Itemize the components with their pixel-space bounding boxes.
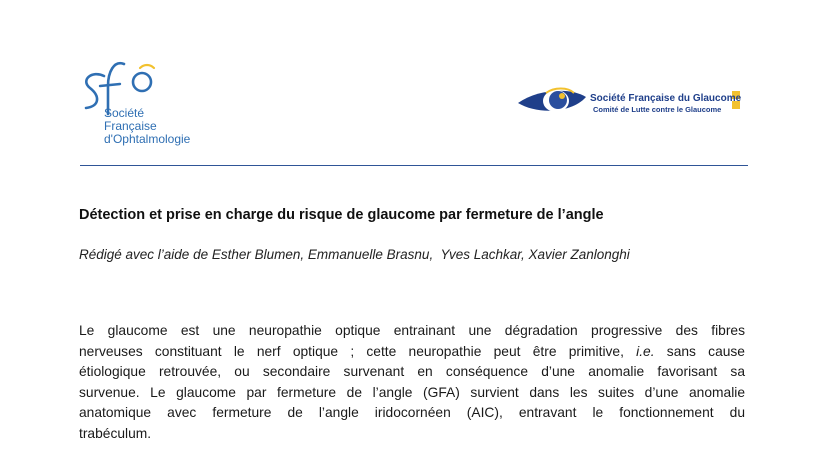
paragraph-text: anatomique avec fermeture de l’angle iridocornéen (AIC), entravant le fonctionnement du: [79, 405, 745, 421]
body-paragraph: [79, 321, 745, 445]
paragraph-text: Le glaucome est une neuropathie optique entrainant une dégradation progressive des fibres: [79, 323, 745, 338]
sfo-logo-line: d'Ophtalmologie: [104, 132, 191, 146]
sfo-logo-text: [104, 107, 190, 146]
paragraph-text: trabéculum.: [79, 425, 152, 441]
paragraph-text: nerveuses constituant le nerf optique ; cette neuropathie peut être primitive,: [79, 343, 637, 359]
header-divider: [80, 165, 748, 166]
paragraph-line: [79, 424, 745, 445]
paragraph-text: survenue. Le glaucome par fermeture de l’angle (GFA) survient dans les suites d’une anomalie: [79, 384, 745, 400]
paragraph-line: [79, 383, 745, 404]
document-authors: Rédigé avec l’aide de Esther Blumen, Emmanuelle Brasnu, Yves Lachkar, Xavier Zanlonghi: [79, 247, 630, 262]
paragraph-line: [79, 342, 745, 363]
paragraph-text: étiologique retrouvée, ou secondaire survenant en conséquence d’une anomalie favorisant sa: [79, 364, 745, 380]
document-title: Détection et prise en charge du risque de glaucome par fermeture de l’angle: [79, 207, 604, 223]
sfo-logo-line: Française: [104, 119, 157, 133]
sfo-logo-line: Société: [104, 106, 145, 120]
sfg-logo-subtitle: Comité de Lutte contre le Glaucome: [593, 105, 722, 114]
italic-term: i.e.: [636, 343, 655, 359]
paragraph-text: sans cause: [654, 343, 745, 359]
paragraph-line: [79, 362, 745, 383]
paragraph-line: [79, 403, 745, 424]
paragraph-line: [79, 321, 745, 342]
sfg-logo-name: Société Française du Glaucome: [590, 93, 742, 104]
